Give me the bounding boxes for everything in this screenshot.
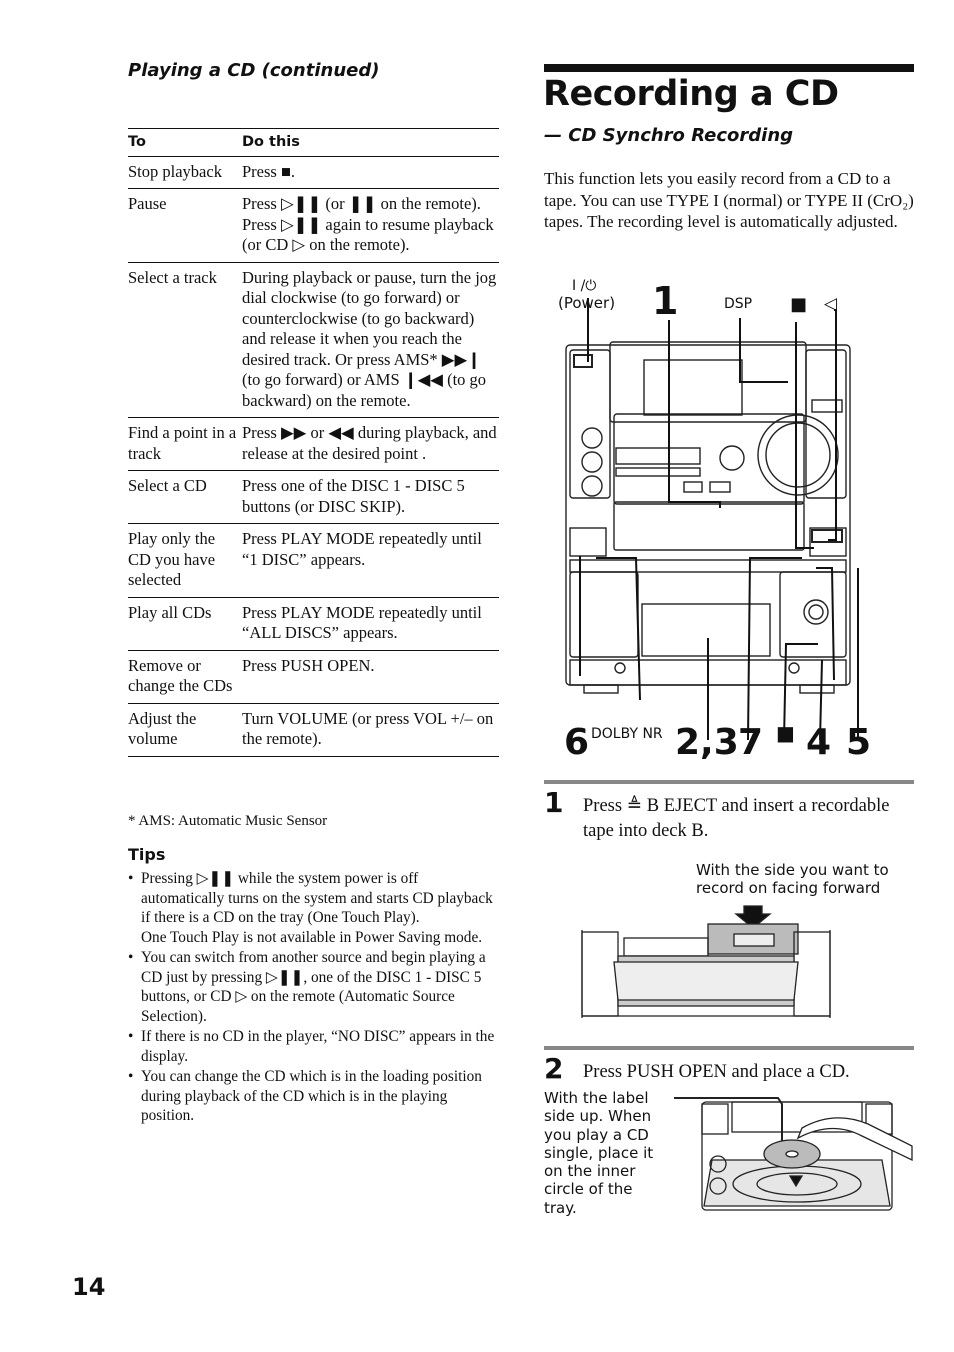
tip-text: If there is no CD in the player, “NO DISC” appears in the display.	[141, 1028, 495, 1065]
title-bar-rule	[544, 64, 914, 72]
step-1-note-line: record on facing forward	[696, 879, 881, 897]
table-row	[128, 418, 499, 471]
table-cell-do: Press ▶▶ or ◀◀ during playback, and release at the desired point .	[242, 418, 499, 471]
footnote: * AMS: Automatic Music Sensor	[128, 813, 328, 829]
callout-number-5: 5	[846, 722, 872, 763]
callout-number-6: 6	[564, 722, 590, 763]
callout-number-7: 7	[738, 722, 764, 763]
table-cell-to: Select a CD	[128, 471, 242, 524]
list-item	[128, 1027, 500, 1066]
step-1-note	[696, 861, 889, 897]
stereo-front-panel-diagram	[544, 270, 914, 770]
step-2-note: With the label side up. When you play a CD single, place it on the inner circle of the tray.	[544, 1089, 654, 1217]
intro-paragraph: This function lets you easily record from a CD to a tape. You can use TYPE I (normal) or TYPE II (CrO₂) tapes. The recording level is automatically adjusted.	[544, 169, 914, 232]
callout-number-1: 1	[652, 279, 679, 323]
table-row	[128, 262, 499, 418]
operations-table	[128, 128, 499, 757]
table-cell-do: Press PLAY MODE repeatedly until “1 DISC” appears.	[242, 524, 499, 598]
list-item	[128, 948, 500, 1026]
table-cell-do: Press PUSH OPEN.	[242, 650, 499, 703]
table-row	[128, 156, 499, 189]
table-row	[128, 524, 499, 598]
tip-text: Pressing ▷❚❚ while the system power is off automatically turns on the system and starts CD playback if there is a CD on the tray (One Touch Play).	[141, 870, 493, 926]
table-cell-to: Stop playback	[128, 156, 242, 189]
table-cell-to: Select a track	[128, 262, 242, 418]
step-2-number: 2	[544, 1052, 564, 1085]
display-window	[644, 360, 742, 415]
callout-number-2-3: 2,3	[675, 722, 739, 763]
table-cell-to: Pause	[128, 189, 242, 263]
table-header-row	[128, 129, 499, 157]
table-cell-to: Play all CDs	[128, 597, 242, 650]
step-1-text: Press ≜ B EJECT and insert a recordable tape into deck B.	[583, 796, 890, 841]
table-cell-to: Adjust the volume	[128, 703, 242, 756]
dsp-label: DSP	[724, 296, 753, 312]
tape-deck	[642, 604, 770, 656]
table-cell-do: Press one of the DISC 1 - DISC 5 buttons (or DISC SKIP).	[242, 471, 499, 524]
cd-placement-illustration	[672, 1090, 916, 1216]
page-number: 14	[72, 1273, 106, 1301]
table-row	[128, 189, 499, 263]
power-label: (Power)	[558, 294, 616, 312]
jog-dial	[758, 415, 838, 495]
tape-insert-illustration	[578, 900, 834, 1022]
list-item	[128, 1067, 500, 1126]
table-cell-do: During playback or pause, turn the jog dial clockwise (to go forward) or counterclockwise (to go backward) and release it when you reach the desired track. Or press AMS* ▶▶❙ (to go forward) or AMS ❙◀◀ (to go backward) on the remote.	[242, 262, 499, 418]
table-cell-do: Press PLAY MODE repeatedly until “ALL DISCS” appears.	[242, 597, 499, 650]
step-2-rule	[544, 1046, 914, 1050]
list-item	[128, 869, 500, 947]
table-row	[128, 650, 499, 703]
step-2-text: Press PUSH OPEN and place a CD.	[583, 1062, 850, 1082]
table-cell-to: Play only the CD you have selected	[128, 524, 242, 598]
callout-stop-symbol: ■	[776, 721, 795, 745]
table-cell-do: Turn VOLUME (or press VOL +/– on the remote).	[242, 703, 499, 756]
table-row	[128, 703, 499, 756]
play-reverse-symbol-label: ◁	[824, 294, 838, 314]
tip-text: You can change the CD which is in the loading position during playback of the CD which is in the playing position.	[141, 1068, 482, 1124]
tips-list	[128, 869, 500, 1127]
cd-tray	[614, 502, 804, 550]
callout-number-4: 4	[806, 722, 832, 763]
step-1-note-line: With the side you want to	[696, 861, 889, 879]
column-header-do-this: Do this	[242, 129, 499, 157]
column-header-to: To	[128, 129, 242, 157]
stop-symbol-label: ■	[790, 294, 808, 315]
table-cell-to: Find a point in a track	[128, 418, 242, 471]
stereo-body	[566, 345, 850, 685]
page-title: Recording a CD	[543, 74, 839, 114]
table-row	[128, 597, 499, 650]
table-row	[128, 471, 499, 524]
table-cell-to: Remove or change the CDs	[128, 650, 242, 703]
tip-text: You can switch from another source and begin playing a CD just by pressing ▷❚❚, one of the DISC 1 - DISC 5 buttons, or CD ▷ on the remote (Automatic Source Selection).	[141, 949, 486, 1025]
step-1-rule	[544, 780, 914, 784]
table-cell-do: Press ▷❚❚ (or ❚❚ on the remote). Press ▷❚❚ again to resume playback (or CD ▷ on the remote).	[242, 189, 499, 263]
table-cell-do: Press ■.	[242, 156, 499, 189]
dolby-nr-label: DOLBY NR	[591, 726, 663, 742]
section-heading: Playing a CD (continued)	[128, 60, 380, 81]
power-symbol-label: I /⏻	[572, 278, 597, 294]
step-1-number: 1	[544, 786, 564, 819]
tips-heading: Tips	[128, 845, 166, 864]
tip-subtext: One Touch Play is not available in Power Saving mode.	[141, 928, 483, 946]
page-subtitle: — CD Synchro Recording	[544, 125, 794, 146]
